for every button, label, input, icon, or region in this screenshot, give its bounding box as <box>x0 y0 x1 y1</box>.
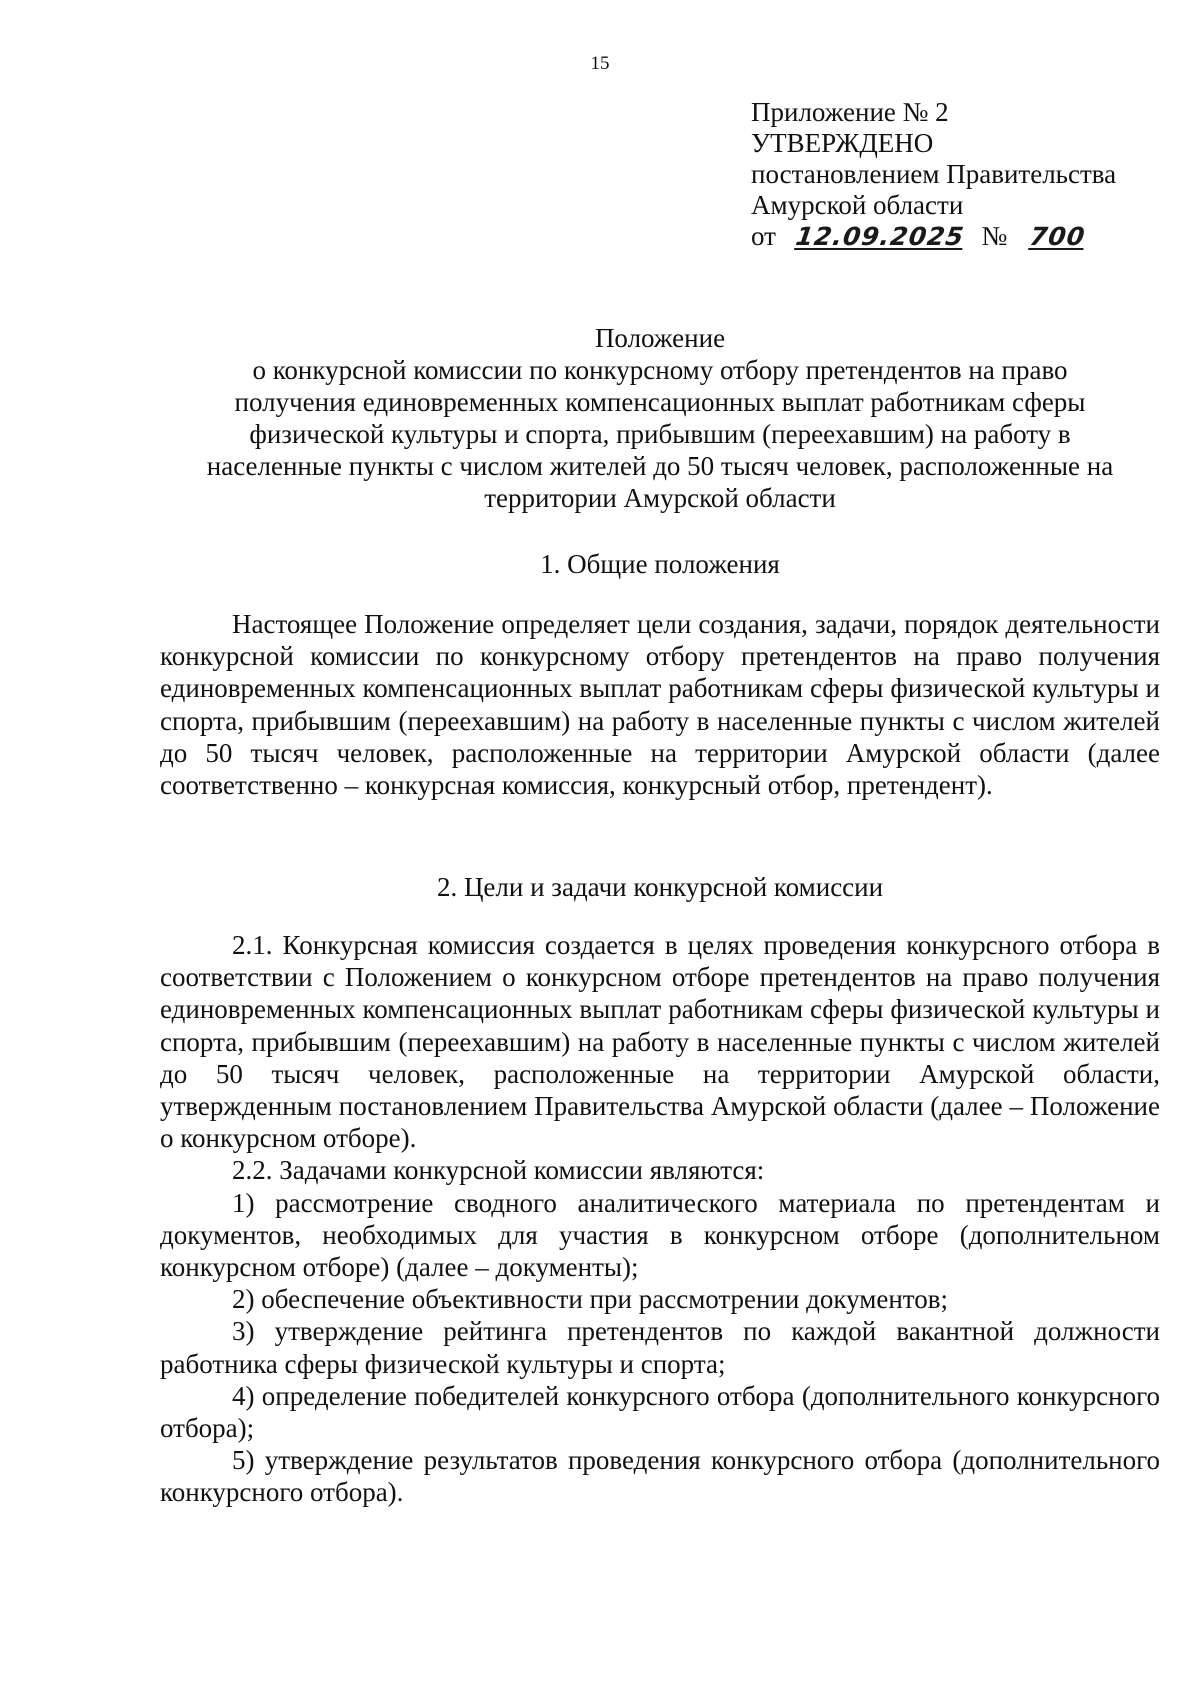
paragraph: 2.1. Конкурсная комиссия создается в целях проведения конкурсного отбора в соответствии с Положением о конкурсном отборе претендентов на право получения единовременных компенсационных выплат работникам сферы физической культуры и спорта, прибывшим (переехавшим) на работу в населенные пункты с числом жителей до 50 тысяч человек, расположенные на территории Амурской области, утвержденным постановлением Правительства Амурской области (далее – Положение о конкурсном отборе). <box>160 930 1160 1154</box>
approved-by-label: постановлением Правительства <box>751 159 1117 189</box>
section-1-heading: 1. Общие положения <box>540 549 780 579</box>
list-item: 1) рассмотрение сводного аналитического материала по претендентам и документов, необходимых для участия в конкурсном отборе (дополнительном конкурсном отборе) (далее – документы); <box>160 1187 1160 1283</box>
region-label: Амурской области <box>751 190 964 220</box>
date-number-line <box>751 221 1168 252</box>
title-line: территории Амурской области <box>484 483 836 513</box>
approved-label: УТВЕРЖДЕНО <box>751 128 934 158</box>
title-line: Положение <box>594 323 726 353</box>
paragraph: Настоящее Положение определяет цели создания, задачи, порядок деятельности конкурсной комиссии по конкурсному отбору претендентов на право получения единовременных компенсационных выплат работникам сферы физической культуры и спорта, прибывшим (переехавшим) на работу в населенные пункты с числом жителей до 50 тысяч человек, расположенные на территории Амурской области (далее соответственно – конкурсная комиссия, конкурсный отбор, претендент). <box>160 609 1160 801</box>
page-number: 15 <box>590 53 610 74</box>
document-title <box>160 322 1160 514</box>
section-2-body <box>160 929 1160 1509</box>
section-1-body <box>160 608 1160 801</box>
title-line: физической культуры и спорта, прибывшим (переехавшим) на работу в <box>249 419 1071 449</box>
title-line: о конкурсной комиссии по конкурсному отбору претендентов на право <box>252 355 1068 385</box>
number-prefix: № <box>981 221 1008 251</box>
title-line: получения единовременных компенсационных выплат работникам сферы <box>234 387 1086 417</box>
list-item: 5) утверждение результатов проведения конкурсного отбора (дополнительного конкурсного отбора). <box>160 1445 1160 1508</box>
date-prefix: от <box>751 221 776 251</box>
approval-block <box>751 97 1168 252</box>
title-line: населенные пункты с числом жителей до 50 тысяч человек, расположенные на <box>206 451 1114 481</box>
paragraph: 2.2. Задачами конкурсной комиссии являются: <box>232 1155 765 1186</box>
list-item: 3) утверждение рейтинга претендентов по каждой вакантной должности работника сферы физической культуры и спорта; <box>160 1316 1160 1379</box>
handwritten-date: 12.09.2025 <box>793 222 966 251</box>
section-2-heading: 2. Цели и задачи конкурсной комиссии <box>436 872 884 902</box>
list-item: 4) определение победителей конкурсного отбора (дополнительного конкурсного отбора); <box>160 1380 1160 1444</box>
list-item: 2) обеспечение объективности при рассмотрении документов; <box>232 1284 948 1315</box>
handwritten-number: 700 <box>1027 222 1088 251</box>
appendix-label: Приложение № 2 <box>751 97 949 127</box>
